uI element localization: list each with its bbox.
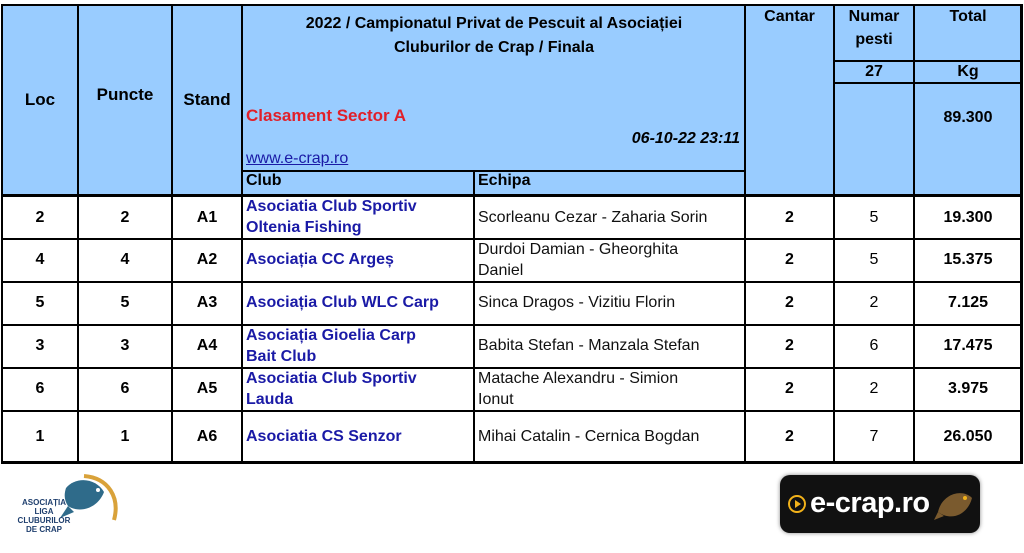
loc-text: 6 xyxy=(35,380,45,397)
cell-pesti xyxy=(834,325,914,366)
cell-puncte xyxy=(78,282,172,323)
website-link[interactable]: www.e-crap.ro xyxy=(246,150,349,167)
cell-cantar xyxy=(745,368,834,409)
cell-stand xyxy=(172,368,242,409)
border-right xyxy=(1020,4,1023,464)
loc-text: 3 xyxy=(35,337,45,354)
column-line xyxy=(913,4,915,464)
datetime: 06-10-22 23:11 xyxy=(631,130,740,147)
border-bottom xyxy=(1,461,1023,464)
total-text: 15.375 xyxy=(943,251,993,268)
cell-pesti xyxy=(834,197,914,237)
cell-pesti xyxy=(834,411,914,461)
liga-line-4: DE CRAP xyxy=(25,525,62,534)
title-line-1: 2022 / Campionatul Privat de Pescuit al Asociației xyxy=(305,15,683,32)
cell-puncte xyxy=(78,239,172,280)
cell-echipa xyxy=(474,197,745,237)
row-line xyxy=(1,367,1023,369)
cell-club xyxy=(242,282,474,323)
loc-text: 5 xyxy=(35,294,45,311)
cell-echipa xyxy=(474,282,745,323)
unit-kg: Kg xyxy=(957,63,979,80)
cell-pesti xyxy=(834,239,914,280)
club-text: Lauda xyxy=(246,390,294,408)
total-weight: 89.300 xyxy=(943,109,993,126)
pesti-text: 6 xyxy=(869,337,879,354)
puncte-text: 4 xyxy=(120,251,130,268)
header-inner-line xyxy=(833,82,1023,84)
club-text: Asociatia CS Senzor xyxy=(246,427,402,445)
header-numar: Numar xyxy=(848,8,900,25)
cell-echipa xyxy=(474,239,745,280)
echipa-text: Babita Stefan - Manzala Stefan xyxy=(478,337,700,354)
club-text: Asociația CC Argeș xyxy=(246,251,394,268)
total-text: 3.975 xyxy=(947,380,989,397)
total-fish: 27 xyxy=(865,63,883,80)
header-pesti: pesti xyxy=(855,31,893,48)
cell-total xyxy=(914,282,1022,323)
total-text: 7.125 xyxy=(947,294,989,311)
header-total: Total xyxy=(949,8,987,25)
stand-text: A2 xyxy=(196,251,218,268)
header-echipa: Echipa xyxy=(478,172,531,189)
puncte-text: 1 xyxy=(120,427,130,445)
cell-loc xyxy=(2,411,78,461)
cell-total xyxy=(914,197,1022,237)
column-line xyxy=(473,170,475,464)
cell-echipa xyxy=(474,411,745,461)
header-inner-line xyxy=(833,60,1023,62)
row-line xyxy=(1,281,1023,283)
total-text: 26.050 xyxy=(943,427,993,445)
puncte-text: 6 xyxy=(120,380,130,397)
stand-text: A3 xyxy=(196,294,218,311)
cell-echipa xyxy=(474,368,745,409)
column-line xyxy=(833,4,835,464)
row-line xyxy=(1,324,1023,326)
header-loc: Loc xyxy=(24,90,56,109)
cell-puncte xyxy=(78,197,172,237)
loc-text: 2 xyxy=(35,208,45,226)
cell-loc xyxy=(2,239,78,280)
cell-total xyxy=(914,325,1022,366)
liga-line-1: ASOCIAȚIA xyxy=(22,498,66,507)
club-text: Asociatia Club Sportiv xyxy=(246,369,417,387)
cell-cantar xyxy=(745,325,834,366)
liga-line-3: CLUBURILOR xyxy=(17,516,71,525)
cell-pesti xyxy=(834,368,914,409)
carp-icon xyxy=(932,482,976,526)
cell-total xyxy=(914,368,1022,409)
cell-club xyxy=(242,197,474,237)
cell-total xyxy=(914,239,1022,280)
stand-text: A1 xyxy=(196,208,218,226)
cell-club xyxy=(242,411,474,461)
cell-stand xyxy=(172,197,242,237)
liga-line-2: LIGA xyxy=(34,507,54,516)
header-stand: Stand xyxy=(183,90,231,109)
ecrap-logo xyxy=(780,475,980,533)
column-line xyxy=(744,4,746,464)
cell-cantar xyxy=(745,282,834,323)
club-text: Bait Club xyxy=(246,347,317,365)
stand-text: A4 xyxy=(196,337,218,354)
echipa-text: Ionut xyxy=(478,390,514,408)
loc-text: 1 xyxy=(35,427,45,445)
echipa-text: Matache Alexandru - Simion xyxy=(478,369,679,387)
stand-text: A5 xyxy=(196,380,218,397)
pesti-text: 2 xyxy=(869,294,879,311)
sector-title: Clasament Sector A xyxy=(246,106,406,125)
header-club: Club xyxy=(246,172,282,189)
title-line-2: Cluburilor de Crap / Finala xyxy=(393,39,595,56)
cantar-text: 2 xyxy=(785,251,794,268)
pesti-text: 5 xyxy=(869,208,879,226)
border-left xyxy=(1,4,3,464)
cantar-text: 2 xyxy=(785,337,794,354)
cell-club xyxy=(242,239,474,280)
echipa-text: Sinca Dragos - Vizitiu Florin xyxy=(478,294,676,311)
cell-club xyxy=(242,325,474,366)
liga-logo xyxy=(14,468,124,548)
cantar-text: 2 xyxy=(785,427,794,445)
column-line xyxy=(241,4,243,464)
total-text: 17.475 xyxy=(943,337,993,354)
cell-puncte xyxy=(78,411,172,461)
cell-total xyxy=(914,411,1022,461)
cell-puncte xyxy=(78,368,172,409)
cell-echipa xyxy=(474,325,745,366)
club-text: Asociația Gioelia Carp xyxy=(246,326,416,344)
stand-text: A6 xyxy=(196,427,218,445)
club-text: Asociația Club WLC Carp xyxy=(246,294,439,311)
total-text: 19.300 xyxy=(943,208,993,226)
play-icon xyxy=(788,495,806,513)
pesti-text: 5 xyxy=(869,251,879,268)
header-separator xyxy=(1,194,1023,197)
pesti-text: 7 xyxy=(869,427,879,445)
cell-stand xyxy=(172,239,242,280)
header-inner-line xyxy=(241,170,745,172)
puncte-text: 5 xyxy=(120,294,130,311)
puncte-text: 3 xyxy=(120,337,130,354)
cell-cantar xyxy=(745,411,834,461)
cell-cantar xyxy=(745,239,834,280)
cantar-text: 2 xyxy=(785,208,794,226)
cell-loc xyxy=(2,368,78,409)
cell-puncte xyxy=(78,325,172,366)
echipa-text: Scorleanu Cezar - Zaharia Sorin xyxy=(478,208,708,226)
row-line xyxy=(1,410,1023,412)
cell-stand xyxy=(172,411,242,461)
column-line xyxy=(77,4,79,464)
loc-text: 4 xyxy=(35,251,45,268)
border-top xyxy=(1,4,1023,6)
club-text: Asociatia Club Sportiv xyxy=(246,198,417,215)
cell-loc xyxy=(2,197,78,237)
cell-stand xyxy=(172,282,242,323)
header-puncte: Puncte xyxy=(96,85,154,104)
club-text: Oltenia Fishing xyxy=(246,219,362,236)
cell-pesti xyxy=(834,282,914,323)
pesti-text: 2 xyxy=(869,380,879,397)
cantar-text: 2 xyxy=(785,294,794,311)
cell-cantar xyxy=(745,197,834,237)
puncte-text: 2 xyxy=(120,208,130,226)
column-line xyxy=(171,4,173,464)
cell-club xyxy=(242,368,474,409)
cell-stand xyxy=(172,325,242,366)
echipa-text: Mihai Catalin - Cernica Bogdan xyxy=(478,427,700,445)
echipa-text: Daniel xyxy=(478,261,524,279)
row-line xyxy=(1,238,1023,240)
cantar-text: 2 xyxy=(785,380,794,397)
echipa-text: Durdoi Damian - Gheorghita xyxy=(478,240,679,258)
cell-loc xyxy=(2,282,78,323)
cell-loc xyxy=(2,325,78,366)
header-cantar: Cantar xyxy=(764,8,815,25)
ecrap-text: e-crap.ro xyxy=(810,487,930,519)
